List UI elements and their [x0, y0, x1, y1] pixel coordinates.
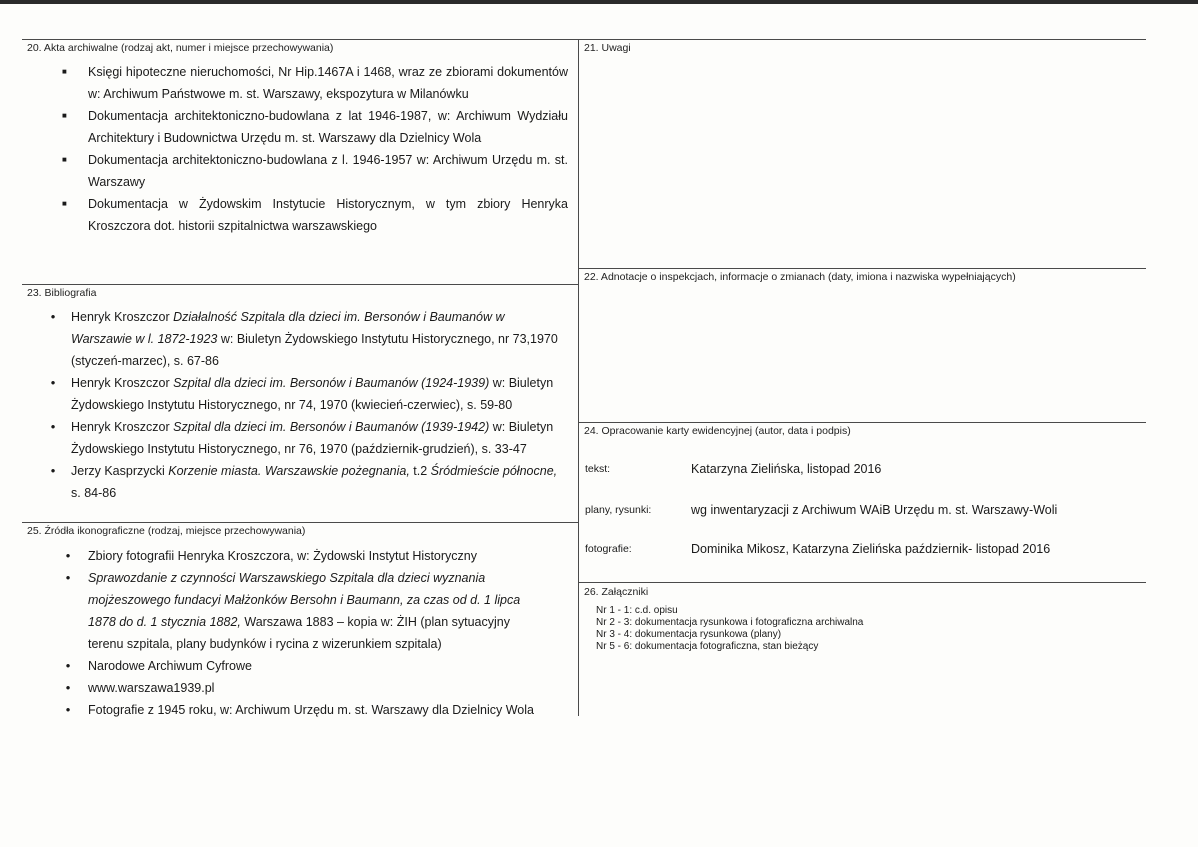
- list-item: ■ Dokumentacja w Żydowskim Instytucie Historycznym, w tym zbiory Henryka Kroszczora dot. historii szpitalnictwa warszawskiego: [88, 193, 568, 237]
- round-bullet-icon: •: [50, 375, 56, 390]
- grid-top-line: [22, 39, 1146, 40]
- list-item: • Henryk Kroszczor Szpital dla dzieci im. Bersonów i Baumanów (1924-1939) w: Biuletyn Żydowskiego Instytutu Historycznego, nr 74, 1970 (kwiecień-czerwiec), s. 59-80: [71, 372, 567, 416]
- list-item: Nr 5 - 6: dokumentacja fotograficzna, stan bieżący: [596, 641, 819, 652]
- grid-line-s23-top: [22, 284, 579, 285]
- s24-row-label: fotografie:: [585, 543, 632, 555]
- round-bullet-icon: •: [65, 702, 71, 717]
- round-bullet-icon: •: [65, 570, 71, 585]
- s20-header: 20. Akta archiwalne (rodzaj akt, numer i miejsce przechowywania): [27, 42, 334, 54]
- square-bullet-icon: ■: [62, 199, 67, 208]
- s24-row-value: Katarzyna Zielińska, listopad 2016: [691, 462, 882, 476]
- grid-line-s25-top: [22, 522, 579, 523]
- grid-line-s26-top: [579, 582, 1146, 583]
- list-item: • Narodowe Archiwum Cyfrowe: [88, 655, 548, 677]
- round-bullet-icon: •: [50, 309, 56, 324]
- s21-header: 21. Uwagi: [584, 42, 631, 54]
- list-item: • Sprawozdanie z czynności Warszawskiego Szpitala dla dzieci wyznania mojżeszowego fundacyi Małżonków Bersohn i Baumann, za czas od d. 1 lipca 1878 do d. 1 stycznia 1882, Warszawa 1883 – kopia w: ŻIH (plan sytuacyjny terenu szpitala, plany budynków i rycina z wizerunkiem szpitala): [88, 567, 548, 655]
- list-item: • Henryk Kroszczor Szpital dla dzieci im. Bersonów i Baumanów (1939-1942) w: Biuletyn Żydowskiego Instytutu Historycznego, nr 76, 1970 (październik-grudzień), s. 33-47: [71, 416, 567, 460]
- list-item: • Jerzy Kasprzycki Korzenie miasta. Warszawskie pożegnania, t.2 Śródmieście północne, s. 84-86: [71, 460, 567, 504]
- s24-header: 24. Opracowanie karty ewidencyjnej (autor, data i podpis): [584, 425, 851, 437]
- list-item: Nr 1 - 1: c.d. opisu: [596, 605, 678, 616]
- round-bullet-icon: •: [50, 463, 56, 478]
- s24-row-label: tekst:: [585, 463, 611, 475]
- square-bullet-icon: ■: [62, 67, 67, 76]
- round-bullet-icon: •: [65, 680, 71, 695]
- s26-list: [596, 605, 863, 653]
- list-item: ■ Księgi hipoteczne nieruchomości, Nr Hip.1467A i 1468, wraz ze zbiorami dokumentów w: Archiwum Państwowe m. st. Warszawy, ekspozytura w Milanówku: [88, 61, 568, 105]
- list-item: ■ Dokumentacja architektoniczno-budowlana z lat 1946-1987, w: Archiwum Wydziału Architektury i Budownictwa Urzędu m. st. Warszawy dla Dzielnicy Wola: [88, 105, 568, 149]
- round-bullet-icon: •: [65, 548, 71, 563]
- list-item: • Henryk Kroszczor Działalność Szpitala dla dzieci im. Bersonów i Baumanów w Warszawie w l. 1872-1923 w: Biuletyn Żydowskiego Instytutu Historycznego, nr 73,1970 (styczeń-marzec), s. 67-86: [71, 306, 567, 372]
- round-bullet-icon: •: [50, 419, 56, 434]
- s24-row-value: Dominika Mikosz, Katarzyna Zielińska październik- listopad 2016: [691, 542, 1051, 556]
- grid-line-s22-top: [579, 268, 1146, 269]
- list-item: Nr 2 - 3: dokumentacja rysunkowa i fotograficzna archiwalna: [596, 617, 864, 628]
- s25-header: 25. Źródła ikonograficzne (rodzaj, miejsce przechowywania): [27, 525, 306, 537]
- list-item: Nr 3 - 4: dokumentacja rysunkowa (plany): [596, 629, 782, 640]
- list-item: ■ Dokumentacja architektoniczno-budowlana z l. 1946-1957 w: Archiwum Urzędu m. st. Warszawy: [88, 149, 568, 193]
- s24-row-value: wg inwentaryzacji z Archiwum WAiB Urzędu m. st. Warszawy-Woli: [691, 503, 1058, 517]
- list-item: • www.warszawa1939.pl: [88, 677, 548, 699]
- s26-header: 26. Załączniki: [584, 586, 649, 598]
- s24-row-label: plany, rysunki:: [585, 504, 652, 516]
- grid-center-divider: [578, 39, 579, 716]
- square-bullet-icon: ■: [62, 155, 67, 164]
- s23-header: 23. Bibliografia: [27, 287, 97, 299]
- round-bullet-icon: •: [65, 658, 71, 673]
- s23-list: [50, 306, 567, 504]
- list-item: • Fotografie z 1945 roku, w: Archiwum Urzędu m. st. Warszawy dla Dzielnicy Wola: [88, 699, 548, 721]
- scan-top-edge: [0, 0, 1198, 4]
- s22-header: 22. Adnotacje o inspekcjach, informacje o zmianach (daty, imiona i nazwiska wypełniających): [584, 271, 1016, 283]
- grid-line-s24-top: [579, 422, 1146, 423]
- s20-list: [62, 61, 568, 237]
- square-bullet-icon: ■: [62, 111, 67, 120]
- list-item: • Zbiory fotografii Henryka Kroszczora, w: Żydowski Instytut Historyczny: [88, 545, 548, 567]
- s25-list: [65, 545, 548, 721]
